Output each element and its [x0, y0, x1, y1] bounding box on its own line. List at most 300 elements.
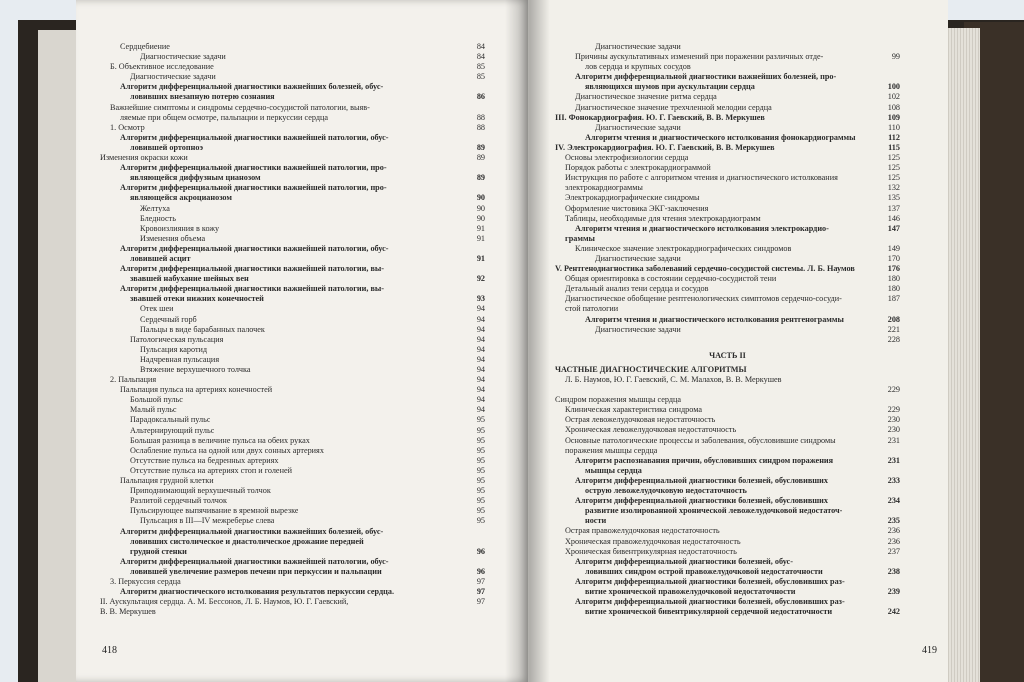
toc-entry-text: Большая разница в величине пульса на обеих руках	[130, 435, 310, 445]
toc-line	[100, 385, 485, 395]
toc-line	[555, 274, 900, 284]
toc-line	[555, 395, 900, 405]
toc-line	[100, 426, 485, 436]
toc-line	[555, 143, 900, 153]
toc-entry-text: Хроническая правожелудочковая недостаточность	[565, 536, 741, 546]
toc-page-number: 99	[891, 52, 900, 62]
toc-line	[555, 547, 900, 557]
toc-line	[100, 506, 485, 516]
toc-line	[100, 476, 485, 486]
toc-line	[100, 204, 485, 214]
toc-page-number: 84	[476, 52, 485, 62]
toc-line	[555, 133, 900, 143]
toc-entry-text: витие хронической бивентрикулярной сердечной недостаточности	[585, 607, 833, 617]
toc-entry-text: Таблицы, необходимые для чтения электрокардиограмм	[565, 213, 761, 223]
toc-line	[100, 294, 485, 304]
toc-page-number: 125	[887, 153, 900, 163]
toc-page-number: 95	[476, 425, 485, 435]
toc-entry-text: Электрокардиографические синдромы	[565, 193, 700, 203]
toc-entry-text: Изменения окраски кожи	[100, 153, 188, 163]
toc-page-number: 94	[476, 375, 485, 385]
toc-page-number: 239	[887, 586, 900, 596]
toc-line	[555, 315, 900, 325]
toc-entry-text: Хроническая левожелудочковая недостаточность	[565, 425, 737, 435]
toc-entry-text: Алгоритм дифференциальной диагностики важнейших болезней, обус-	[120, 526, 384, 536]
toc-entry-text: 3. Перкуссия сердца	[110, 576, 181, 586]
left-page-contents	[100, 42, 485, 617]
toc-page-number: 90	[476, 203, 485, 213]
toc-entry-text: стой патологии	[565, 304, 619, 314]
toc-line	[100, 224, 485, 234]
toc-page-number: 236	[887, 536, 900, 546]
toc-line	[555, 234, 900, 244]
toc-entry-text: витие хронической правожелудочковой недостаточности	[585, 586, 796, 596]
toc-page-number: 242	[887, 607, 900, 617]
toc-entry-text: Алгоритм дифференциальной диагностики важнейшей патологии, вы-	[120, 284, 384, 294]
toc-entry-text: ловившей увеличение размеров печени при перкуссии и пальпации	[130, 566, 382, 576]
toc-line	[100, 335, 485, 345]
toc-page-number: 234	[887, 496, 900, 506]
toc-line	[100, 325, 485, 335]
toc-line	[555, 335, 900, 345]
toc-entry-text: мышцы сердца	[585, 465, 642, 475]
toc-page-number: 235	[887, 516, 900, 526]
toc-line	[100, 173, 485, 183]
toc-entry-text: грудной стенки	[130, 546, 187, 556]
toc-line	[100, 577, 485, 587]
toc-page-number: 95	[476, 516, 485, 526]
toc-entry-text: Порядок работы с электрокардиограммой	[565, 163, 711, 173]
toc-entry-text: Малый пульс	[130, 405, 177, 415]
toc-page-number: 187	[887, 294, 900, 304]
right-page-contents-bottom	[555, 385, 900, 617]
toc-line	[555, 294, 900, 304]
toc-entry-text: развитие изолированной хронической левожелудочковой недостаточ-	[585, 506, 843, 516]
toc-line	[555, 476, 900, 486]
toc-entry-text: Отек шеи	[140, 304, 174, 314]
toc-page-number: 94	[476, 314, 485, 324]
toc-line	[100, 597, 485, 607]
toc-entry-text: Алгоритм дифференциальной диагностики важнейших болезней, обус-	[120, 82, 384, 92]
toc-line	[555, 415, 900, 425]
toc-entry-text: Алгоритм дифференциальной диагностики важнейшей патологии, обус-	[120, 132, 389, 142]
toc-entry-text: Пальпация грудной клетки	[120, 476, 214, 486]
toc-line	[100, 415, 485, 425]
toc-line	[100, 375, 485, 385]
toc-line	[100, 62, 485, 72]
toc-entry-text: ляемые при общем осмотре, пальпации и перкуссии сердца	[120, 112, 328, 122]
toc-page-number: 231	[887, 455, 900, 465]
toc-line	[555, 72, 900, 82]
toc-entry-text: Клиническая характеристика синдрома	[565, 405, 702, 415]
toc-line	[555, 123, 900, 133]
toc-entry-text: Диагностические задачи	[595, 253, 681, 263]
right-page-contents	[555, 42, 900, 617]
toc-line	[100, 163, 485, 173]
toc-entry-text: Алгоритм чтения и диагностического истолкования электрокардио-	[575, 223, 829, 233]
toc-entry-text: Инструкция по работе с алгоритмом чтения и диагностического истолкования	[565, 173, 838, 183]
toc-entry-text: Клиническое значение электрокардиографических синдромов	[575, 243, 792, 253]
toc-page-number: 149	[887, 243, 900, 253]
right-page-contents-top	[555, 42, 900, 345]
toc-entry-text: ловивших систолическое и диастолическое дрожание передней	[130, 536, 364, 546]
toc-page-number: 89	[476, 153, 485, 163]
toc-page-number: 230	[887, 415, 900, 425]
toc-line	[555, 163, 900, 173]
toc-page-number: 229	[887, 405, 900, 415]
toc-line	[555, 446, 900, 456]
toc-entry-text: Диагностические задачи	[130, 72, 216, 82]
toc-line	[100, 486, 485, 496]
toc-line	[555, 254, 900, 264]
toc-line	[555, 496, 900, 506]
toc-page-number: 89	[476, 142, 485, 152]
toc-entry-text: ловившей асцит	[130, 253, 191, 263]
toc-entry-text: Большой пульс	[130, 395, 183, 405]
toc-line	[100, 183, 485, 193]
toc-entry-text: Детальный анализ тени сердца и сосудов	[565, 284, 709, 294]
toc-line	[100, 193, 485, 203]
toc-entry-text: поражения мышцы сердца	[565, 445, 658, 455]
toc-line	[555, 577, 900, 587]
toc-entry-text: II. Аускультация сердца. А. М. Бессонов, Л. Б. Наумов, Ю. Г. Гаевский,	[100, 597, 349, 607]
toc-page-number: 94	[476, 385, 485, 395]
toc-page-number: 95	[476, 496, 485, 506]
toc-page-number: 112	[888, 132, 900, 142]
toc-entry-text: Отсутствие пульса на артериях стоп и голеней	[130, 465, 292, 475]
toc-line	[555, 224, 900, 234]
toc-line	[100, 264, 485, 274]
toc-entry-text: Алгоритм дифференциальной диагностики важнейшей патологии, обус-	[120, 556, 389, 566]
toc-page-number: 132	[887, 183, 900, 193]
toc-page-number: 110	[888, 122, 900, 132]
toc-entry-text: Сердечный горб	[140, 314, 197, 324]
toc-entry-text: Алгоритм чтения и диагностического истолкования фонокардиограммы	[585, 132, 856, 142]
toc-entry-text: Алгоритм диагностического истолкования результатов перкуссии сердца.	[120, 587, 394, 597]
toc-line	[100, 244, 485, 254]
toc-entry-text: 1. Осмотр	[110, 122, 145, 132]
toc-page-number: 180	[887, 284, 900, 294]
toc-page-number: 97	[476, 587, 485, 597]
toc-entry-text: Оформление чистовика ЭКГ-заключения	[565, 203, 709, 213]
toc-entry-text: Диагностическое обобщение рентгенологических симптомов сердечно-сосуди-	[565, 294, 842, 304]
toc-page-number: 94	[476, 304, 485, 314]
toc-line	[100, 355, 485, 365]
toc-line	[555, 537, 900, 547]
toc-entry-text: Парадоксальный пульс	[130, 415, 211, 425]
toc-entry-text: Отсутствие пульса на бедренных артериях	[130, 455, 279, 465]
toc-page-number: 108	[887, 102, 900, 112]
toc-entry-text: Бледность	[140, 213, 176, 223]
toc-page-number: 95	[476, 455, 485, 465]
toc-line	[100, 92, 485, 102]
toc-entry-text: Важнейшие симптомы и синдромы сердечно-сосудистой патологии, выяв-	[110, 102, 370, 112]
toc-page-number: 93	[476, 294, 485, 304]
toc-entry-text: Диагностические задачи	[595, 324, 681, 334]
toc-line	[100, 516, 485, 526]
toc-line	[555, 466, 900, 476]
toc-page-number: 229	[887, 385, 900, 395]
toc-page-number: 102	[887, 92, 900, 102]
toc-line	[100, 607, 485, 617]
toc-entry-text: Алгоритм дифференциальной диагностики важнейшей патологии, вы-	[120, 264, 384, 274]
toc-page-number: 86	[476, 92, 485, 102]
toc-entry-text: Пальпация пульса на артериях конечностей	[120, 385, 273, 395]
toc-entry-text: Желтуха	[140, 203, 170, 213]
toc-line	[555, 325, 900, 335]
toc-entry-text: Острая правожелудочковая недостаточность	[565, 526, 720, 536]
toc-line	[555, 567, 900, 577]
toc-page-number: 236	[887, 526, 900, 536]
toc-entry-text: острую левожелудочковую недостаточность	[585, 486, 747, 496]
toc-line	[555, 526, 900, 536]
toc-entry-text: Алгоритм дифференциальной диагностики болезней, обусловивших раз-	[575, 576, 845, 586]
toc-page-number: 125	[887, 163, 900, 173]
toc-line	[555, 597, 900, 607]
toc-page-number: 228	[887, 334, 900, 344]
toc-entry-text: ловивших внезапную потерю сознания	[130, 92, 275, 102]
toc-entry-text: Диагностические задачи	[595, 122, 681, 132]
toc-page-number: 233	[887, 475, 900, 485]
page-number-right: 419	[922, 645, 937, 656]
toc-line	[100, 72, 485, 82]
toc-entry-text: Пульсация каротид	[140, 344, 208, 354]
toc-line	[555, 193, 900, 203]
toc-line	[100, 405, 485, 415]
toc-entry-text: Алгоритм дифференциальной диагностики болезней, обус-	[575, 556, 793, 566]
toc-line	[555, 153, 900, 163]
toc-line	[555, 62, 900, 72]
toc-entry-text: Диагностическое значение ритма сердца	[575, 92, 717, 102]
toc-entry-text: Кровоизлияния в кожу	[140, 223, 220, 233]
toc-entry-text: Ослабление пульса на одной или двух сонных артериях	[130, 445, 324, 455]
section-title: ЧАСТНЫЕ ДИАГНОСТИЧЕСКИЕ АЛГОРИТМЫ	[555, 364, 747, 374]
toc-page-number: 95	[476, 476, 485, 486]
toc-line	[555, 486, 900, 496]
toc-entry-text: V. Рентгенодиагностика заболеваний сердечно-сосудистой системы. Л. Б. Наумов	[555, 264, 855, 274]
toc-page-number: 91	[476, 253, 485, 263]
toc-entry-text: 2. Пальпация	[110, 375, 157, 385]
toc-line	[100, 234, 485, 244]
toc-page-number: 137	[887, 203, 900, 213]
toc-entry-text: Пульсация в III—IV межреберье слева	[140, 516, 275, 526]
toc-line	[555, 436, 900, 446]
toc-page-number: 95	[476, 465, 485, 475]
toc-line	[100, 113, 485, 123]
toc-entry-text: Основные патологические процессы и заболевания, обусловившие синдромы	[565, 435, 836, 445]
toc-line	[100, 395, 485, 405]
toc-line	[555, 103, 900, 113]
toc-line	[555, 506, 900, 516]
toc-entry-text: ловивших синдром острой правожелудочковой недостаточности	[585, 566, 823, 576]
toc-entry-text: звавшей набухание шейных вен	[130, 274, 249, 284]
toc-page-number: 85	[476, 62, 485, 72]
toc-page-number: 94	[476, 365, 485, 374]
toc-line	[100, 527, 485, 537]
toc-page-number: 94	[476, 395, 485, 405]
toc-line	[100, 466, 485, 476]
toc-page-number: 84	[476, 42, 485, 51]
toc-page-number: 231	[887, 435, 900, 445]
toc-entry-text: являющейся акроцианозом	[130, 193, 232, 203]
page-number-left: 418	[102, 645, 117, 656]
toc-entry-text: Пульсирующее выпячивание в яремной вырезке	[130, 506, 299, 516]
toc-page-number: 94	[476, 405, 485, 415]
toc-page-number: 94	[476, 324, 485, 334]
toc-line	[100, 567, 485, 577]
toc-line	[100, 446, 485, 456]
toc-entry-text: Алгоритм дифференциальной диагностики болезней, обусловивших	[575, 475, 828, 485]
toc-line	[555, 587, 900, 597]
toc-line	[555, 113, 900, 123]
toc-page-number: 88	[476, 122, 485, 132]
toc-line	[555, 82, 900, 92]
toc-line	[100, 345, 485, 355]
toc-line	[555, 204, 900, 214]
toc-page-number: 109	[887, 112, 900, 122]
toc-line	[100, 133, 485, 143]
toc-entry-text: Основы электрофизиологии сердца	[565, 153, 689, 163]
toc-entry-text: Алгоритм дифференциальной диагностики болезней, обусловивших раз-	[575, 597, 845, 607]
toc-entry-text: Синдром поражения мышцы сердца	[555, 395, 682, 405]
toc-page-number: 91	[476, 233, 485, 243]
toc-line	[100, 587, 485, 597]
toc-line	[100, 496, 485, 506]
toc-page-number: 176	[887, 264, 900, 274]
toc-line	[100, 315, 485, 325]
toc-page-number: 95	[476, 506, 485, 516]
toc-page-number: 221	[887, 324, 900, 334]
toc-entry-text: Изменения объема	[140, 233, 206, 243]
toc-line	[555, 173, 900, 183]
toc-line	[555, 244, 900, 254]
toc-page-number: 94	[476, 344, 485, 354]
toc-entry-text: Хроническая бивентрикулярная недостаточность	[565, 546, 737, 556]
toc-page-number: 125	[887, 173, 900, 183]
toc-line	[100, 436, 485, 446]
toc-entry-text: В. В. Меркушев	[100, 607, 156, 617]
toc-line	[555, 183, 900, 193]
toc-page-number: 96	[476, 566, 485, 576]
toc-line	[100, 284, 485, 294]
part-heading: ЧАСТЬ II	[709, 350, 746, 360]
toc-page-number: 94	[476, 354, 485, 364]
toc-entry-text: Б. Объективное исследование	[110, 62, 214, 72]
toc-entry-text: лов сердца и крупных сосудов	[585, 62, 691, 72]
toc-page-number: 90	[476, 213, 485, 223]
toc-entry-text: Причины аускультативных изменений при поражении различных отде-	[575, 52, 824, 62]
toc-page-number: 147	[887, 223, 900, 233]
toc-line	[100, 153, 485, 163]
toc-entry-text: Втяжение верхушечного толчка	[140, 365, 251, 374]
toc-line	[555, 516, 900, 526]
toc-page-number: 170	[887, 253, 900, 263]
toc-entry-text: Общая ориентировка в состоянии сердечно-сосудистой тени	[565, 274, 777, 284]
toc-page-number: 91	[476, 223, 485, 233]
toc-line	[100, 456, 485, 466]
toc-entry-text: Сердцебиение	[120, 42, 170, 51]
toc-entry-text: являющихся шумов при аускультации сердца	[585, 82, 755, 92]
toc-entry-text: Пальцы в виде барабанных палочек	[140, 324, 265, 334]
toc-line	[555, 557, 900, 567]
toc-line	[555, 385, 900, 395]
toc-page-number: 88	[476, 112, 485, 122]
toc-entry-text: Разлитой сердечный толчок	[130, 496, 227, 506]
toc-line	[555, 456, 900, 466]
toc-page-number: 237	[887, 546, 900, 556]
toc-line	[100, 365, 485, 375]
toc-entry-text: III. Фонокардиография. Ю. Г. Гаевский, В. В. Меркушев	[555, 112, 765, 122]
toc-entry-text: Острая левожелудочковая недостаточность	[565, 415, 716, 425]
toc-page-number: 89	[476, 173, 485, 183]
toc-line	[555, 52, 900, 62]
toc-entry-text: Алгоритм чтения и диагностического истолкования рентгенограммы	[585, 314, 844, 324]
toc-page-number: 95	[476, 435, 485, 445]
toc-entry-text: Надчревная пульсация	[140, 354, 220, 364]
toc-page-number: 92	[476, 274, 485, 284]
toc-line	[555, 284, 900, 294]
toc-page-number: 94	[476, 334, 485, 344]
toc-page-number: 115	[888, 142, 900, 152]
toc-entry-text: Алгоритм дифференциальной диагностики важнейшей патологии, про-	[120, 163, 387, 173]
toc-line	[100, 214, 485, 224]
toc-line	[100, 82, 485, 92]
toc-line	[555, 304, 900, 314]
toc-entry-text: Патологическая пульсация	[130, 334, 224, 344]
toc-entry-text: Диагностическое значение трехчленной мелодии сердца	[575, 102, 772, 112]
toc-line	[100, 274, 485, 284]
toc-page-number: 180	[887, 274, 900, 284]
toc-line	[100, 537, 485, 547]
toc-entry-text: являющейся диффузным цианозом	[130, 173, 261, 183]
toc-line	[100, 547, 485, 557]
toc-page-number: 146	[887, 213, 900, 223]
toc-entry-text: IV. Электрокардиография. Ю. Г. Гаевский, В. В. Меркушев	[555, 142, 775, 152]
toc-page-number: 208	[887, 314, 900, 324]
toc-line	[555, 92, 900, 102]
toc-line	[100, 304, 485, 314]
toc-page-number: 97	[476, 576, 485, 586]
toc-page-number: 90	[476, 193, 485, 203]
toc-entry-text: ловившей ортопноэ	[130, 142, 204, 152]
toc-line	[100, 557, 485, 567]
toc-entry-text: Диагностические задачи	[595, 42, 681, 51]
toc-page-number: 238	[887, 566, 900, 576]
toc-page-number: 96	[476, 546, 485, 556]
toc-line	[100, 123, 485, 133]
toc-page-number: 97	[476, 597, 485, 607]
toc-entry-text: граммы	[565, 233, 595, 243]
toc-line	[555, 607, 900, 617]
toc-entry-text: Приподнимающий верхушечный толчок	[130, 486, 271, 496]
toc-page-number: 230	[887, 425, 900, 435]
toc-page-number: 95	[476, 445, 485, 455]
toc-line	[555, 42, 900, 52]
toc-line	[555, 214, 900, 224]
toc-line	[100, 52, 485, 62]
toc-entry-text: Алгоритм дифференциальной диагностики важнейшей патологии, про-	[120, 183, 387, 193]
toc-entry-text: звавшей отеки нижних конечностей	[130, 294, 264, 304]
toc-entry-text: Алгоритм дифференциальной диагностики важнейших болезней, про-	[575, 72, 837, 82]
toc-page-number: 100	[887, 82, 900, 92]
toc-page-number: 95	[476, 486, 485, 496]
toc-entry-text: ности	[585, 516, 607, 526]
toc-line	[100, 42, 485, 52]
toc-line	[555, 405, 900, 415]
toc-line	[100, 103, 485, 113]
book-gutter	[505, 0, 550, 682]
section-authors: Л. Б. Наумов, Ю. Г. Гаевский, С. М. Малахов, В. В. Меркушев	[565, 375, 782, 384]
